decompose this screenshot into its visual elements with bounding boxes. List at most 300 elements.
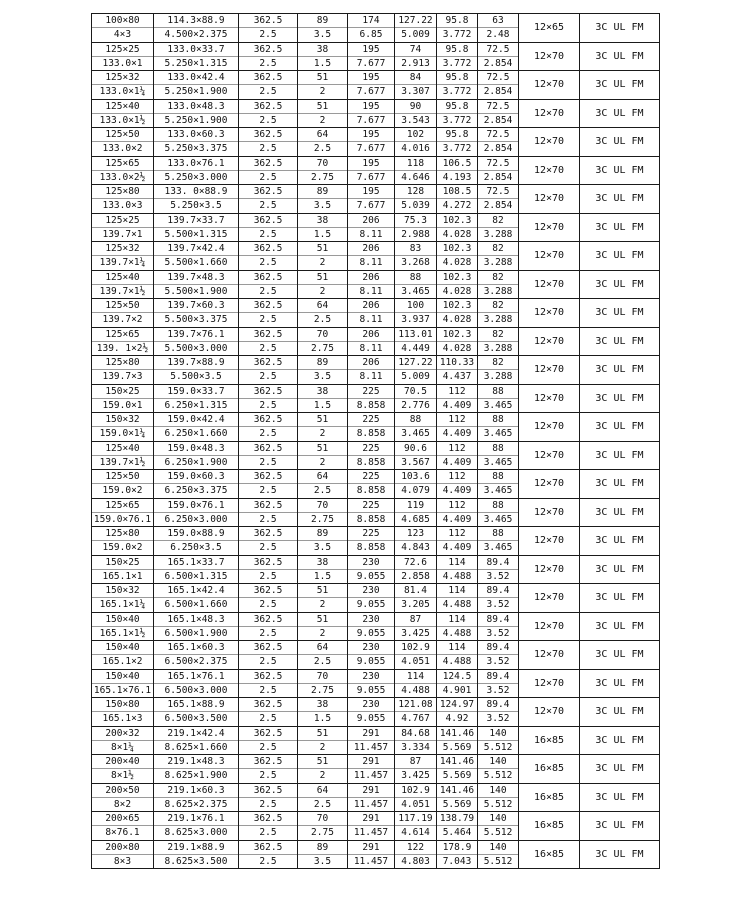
cell-line-top: 362.5	[239, 499, 297, 513]
cell-line-top: 114	[437, 556, 477, 570]
cell-line-top: 200×80	[92, 841, 153, 855]
cell-line-bottom: 4.028	[442, 228, 472, 240]
cell-line-top: 125×25	[92, 43, 153, 57]
dim-b-cell	[437, 384, 478, 413]
pipe-od-cell	[154, 726, 239, 755]
dim-b-cell	[437, 840, 478, 869]
dim-b-cell	[437, 71, 478, 100]
dim-b-cell	[437, 270, 478, 299]
cell-line-bottom: 7.677	[356, 57, 386, 69]
length-cell	[348, 470, 395, 499]
cell-line-bottom: 3.288	[483, 314, 513, 326]
cell-line-bottom: 3.268	[401, 257, 430, 269]
bolt-cell: 12×70	[519, 128, 580, 157]
cell-line-bottom: 4.409	[442, 399, 472, 411]
cell-line-bottom: 8.858	[356, 485, 386, 497]
cell-line-top: 119	[395, 499, 436, 513]
bolt-cell: 12×70	[519, 42, 580, 71]
table-row	[92, 42, 660, 71]
cell-line-bottom: 11.457	[353, 855, 389, 867]
bolt-cell: 12×70	[519, 71, 580, 100]
table-body	[92, 14, 660, 869]
cert-cell: 3C UL FM	[580, 242, 660, 271]
dim-a-cell	[395, 299, 437, 328]
cell-line-top: 133.0×76.1	[154, 157, 238, 171]
cell-line-bottom: 2.5	[259, 342, 277, 354]
cell-line-bottom: 2.5	[259, 741, 277, 753]
dim-b-cell	[437, 441, 478, 470]
cell-line-bottom: 2.913	[401, 57, 430, 69]
size-cell	[92, 42, 154, 71]
length-cell	[348, 14, 395, 43]
cell-line-top: 38	[298, 214, 347, 228]
cell-line-top: 114	[437, 584, 477, 598]
dim-a-cell	[395, 669, 437, 698]
table-row	[92, 128, 660, 157]
cell-line-top: 141.46	[437, 755, 477, 769]
size-cell	[92, 498, 154, 527]
cell-line-top: 159.0×60.3	[154, 470, 238, 484]
cell-line-bottom: 4.272	[442, 200, 472, 212]
cell-line-top: 140	[478, 784, 518, 798]
cell-line-bottom: 2	[319, 114, 326, 126]
cell-line-top: 159.0×88.9	[154, 527, 238, 541]
outlet-cell	[298, 71, 348, 100]
cell-line-bottom: 4.028	[442, 257, 472, 269]
pipe-od-cell	[154, 641, 239, 670]
cell-line-top: 125×65	[92, 499, 153, 513]
cell-line-top: 125×65	[92, 157, 153, 171]
cell-line-bottom: 5.512	[483, 770, 513, 782]
cell-line-top: 230	[348, 670, 394, 684]
cell-line-top: 70	[298, 670, 347, 684]
outlet-cell	[298, 185, 348, 214]
pressure-cell	[239, 156, 298, 185]
outlet-cell	[298, 555, 348, 584]
cell-line-bottom: 8.625×1.660	[164, 741, 228, 753]
cell-line-bottom: 4.051	[401, 798, 430, 810]
dim-a-cell	[395, 840, 437, 869]
dim-c-cell	[478, 584, 519, 613]
pressure-cell	[239, 71, 298, 100]
cell-line-bottom: 11.457	[353, 741, 389, 753]
cell-line-bottom: 6.500×3.500	[164, 713, 228, 725]
table-row	[92, 498, 660, 527]
cell-line-bottom: 2.5	[259, 428, 277, 440]
cell-line-bottom: 4.685	[401, 513, 430, 525]
outlet-cell	[298, 584, 348, 613]
bolt-cell: 12×70	[519, 156, 580, 185]
table-row	[92, 413, 660, 442]
cell-line-bottom: 4.028	[442, 285, 472, 297]
cert-cell: 3C UL FM	[580, 470, 660, 499]
size-cell	[92, 441, 154, 470]
cell-line-bottom: 3.307	[401, 86, 430, 98]
table-row	[92, 242, 660, 271]
cell-line-bottom: 4.028	[442, 342, 472, 354]
cell-line-bottom: 3.288	[483, 257, 513, 269]
cell-line-top: 90	[395, 100, 436, 114]
cell-line-top: 225	[348, 413, 394, 427]
dim-c-cell	[478, 156, 519, 185]
cell-line-bottom: 2	[319, 86, 326, 98]
cell-line-bottom: 2.5	[259, 798, 277, 810]
cell-line-bottom: 7.677	[356, 171, 386, 183]
cell-line-bottom: 8×3	[113, 855, 132, 867]
cell-line-bottom: 2.5	[259, 257, 277, 269]
cell-line-bottom: 2	[319, 456, 326, 468]
pipe-od-cell	[154, 299, 239, 328]
bolt-cell: 12×70	[519, 612, 580, 641]
cell-line-bottom: 8.11	[359, 285, 383, 297]
cert-cell: 3C UL FM	[580, 698, 660, 727]
table-row	[92, 840, 660, 869]
size-cell	[92, 299, 154, 328]
cell-line-bottom: 3.52	[486, 570, 510, 582]
cell-line-top: 159.0×42.4	[154, 413, 238, 427]
cell-line-top: 362.5	[239, 271, 297, 285]
dim-b-cell	[437, 299, 478, 328]
cell-line-top: 159.0×76.1	[154, 499, 238, 513]
pipe-od-cell	[154, 441, 239, 470]
cell-line-top: 114	[437, 641, 477, 655]
cell-line-bottom: 4.901	[442, 684, 472, 696]
cell-line-bottom: 4.016	[401, 143, 430, 155]
outlet-cell	[298, 612, 348, 641]
cert-cell: 3C UL FM	[580, 555, 660, 584]
cell-line-top: 102.9	[395, 784, 436, 798]
cell-line-bottom: 4.079	[401, 485, 430, 497]
cell-line-bottom: 8.858	[356, 542, 386, 554]
pipe-od-cell	[154, 755, 239, 784]
cell-line-bottom: 2.5	[313, 798, 332, 810]
dim-c-cell	[478, 327, 519, 356]
cell-line-bottom: 165.1×3	[102, 713, 143, 725]
cell-line-top: 150×40	[92, 613, 153, 627]
cell-line-bottom: 4.409	[442, 513, 472, 525]
cert-cell: 3C UL FM	[580, 726, 660, 755]
table-row	[92, 669, 660, 698]
cell-line-top: 122	[395, 841, 436, 855]
cell-line-top: 362.5	[239, 157, 297, 171]
dim-b-cell	[437, 128, 478, 157]
cert-cell: 3C UL FM	[580, 213, 660, 242]
cell-line-bottom: 165.1×76.1	[93, 684, 152, 696]
length-cell	[348, 783, 395, 812]
pipe-od-cell	[154, 612, 239, 641]
cell-line-bottom: 2.854	[483, 114, 513, 126]
cell-line-top: 82	[478, 271, 518, 285]
cell-line-top: 102.3	[437, 299, 477, 313]
dim-c-cell	[478, 755, 519, 784]
cell-line-top: 100×80	[92, 14, 153, 28]
cell-line-top: 64	[298, 299, 347, 313]
cell-line-bottom: 3.772	[442, 114, 472, 126]
cell-line-top: 230	[348, 584, 394, 598]
pipe-od-cell	[154, 213, 239, 242]
dim-c-cell	[478, 669, 519, 698]
pipe-od-cell	[154, 270, 239, 299]
cert-cell: 3C UL FM	[580, 441, 660, 470]
cell-line-bottom: 159.0×76.1	[93, 513, 152, 525]
outlet-cell	[298, 14, 348, 43]
cell-line-bottom: 2.5	[259, 599, 277, 611]
bolt-cell: 12×70	[519, 185, 580, 214]
cell-line-top: 72.5	[478, 71, 518, 85]
cell-line-bottom: 8×76.1	[105, 827, 140, 839]
cell-line-bottom: 8.625×3.000	[164, 827, 228, 839]
bolt-cell: 12×70	[519, 99, 580, 128]
cell-line-bottom: 8.11	[359, 228, 383, 240]
cell-line-bottom: 4.803	[401, 855, 430, 867]
cell-line-bottom: 4.500×2.375	[164, 29, 228, 41]
cell-line-bottom: 3.465	[401, 285, 430, 297]
cell-line-top: 140	[478, 812, 518, 826]
cell-line-top: 125×50	[92, 299, 153, 313]
cell-line-top: 362.5	[239, 43, 297, 57]
cell-line-bottom: 8.625×1.900	[164, 770, 228, 782]
size-cell	[92, 413, 154, 442]
cell-line-top: 291	[348, 727, 394, 741]
table-row	[92, 270, 660, 299]
table-row	[92, 299, 660, 328]
table-row	[92, 755, 660, 784]
cell-line-top: 291	[348, 841, 394, 855]
cell-line-top: 138.79	[437, 812, 477, 826]
pressure-cell	[239, 555, 298, 584]
pipe-od-cell	[154, 470, 239, 499]
outlet-cell	[298, 498, 348, 527]
bolt-cell: 16×85	[519, 812, 580, 841]
bolt-cell: 16×85	[519, 755, 580, 784]
table-row	[92, 612, 660, 641]
cell-line-top: 362.5	[239, 812, 297, 826]
cell-line-bottom: 7.677	[356, 86, 386, 98]
table-row	[92, 584, 660, 613]
cell-line-bottom: 5.250×3.000	[164, 171, 228, 183]
cell-line-top: 362.5	[239, 584, 297, 598]
dim-a-cell	[395, 185, 437, 214]
cert-cell: 3C UL FM	[580, 270, 660, 299]
outlet-cell	[298, 669, 348, 698]
cell-line-bottom: 6.500×1.315	[164, 570, 228, 582]
cell-line-bottom: 5.464	[442, 827, 472, 839]
cell-line-bottom: 2	[319, 257, 326, 269]
cell-line-bottom: 2.854	[483, 86, 513, 98]
pipe-od-cell	[154, 14, 239, 43]
cell-line-bottom: 5.512	[483, 798, 513, 810]
dim-b-cell	[437, 584, 478, 613]
size-cell	[92, 185, 154, 214]
cell-line-top: 112	[437, 527, 477, 541]
cell-line-bottom: 4.193	[442, 171, 472, 183]
cell-line-bottom: 133.0×3	[102, 200, 143, 212]
cell-line-top: 100	[395, 299, 436, 313]
cell-line-top: 125×50	[92, 128, 153, 142]
cell-line-top: 112	[437, 385, 477, 399]
cell-line-top: 206	[348, 271, 394, 285]
cell-line-top: 127.22	[395, 14, 436, 28]
cert-cell: 3C UL FM	[580, 498, 660, 527]
dim-b-cell	[437, 698, 478, 727]
specification-table	[91, 13, 660, 869]
cell-line-top: 89.4	[478, 556, 518, 570]
cell-line-bottom: 3.425	[401, 627, 430, 639]
cell-line-bottom: 6.250×3.000	[164, 513, 228, 525]
cell-line-top: 51	[298, 242, 347, 256]
cell-line-bottom: 7.677	[356, 200, 386, 212]
cell-line-top: 72.6	[395, 556, 436, 570]
bolt-cell: 12×70	[519, 669, 580, 698]
cell-line-bottom: 2.75	[311, 342, 334, 354]
pressure-cell	[239, 641, 298, 670]
table-row	[92, 356, 660, 385]
cell-line-top: 38	[298, 698, 347, 712]
outlet-cell	[298, 42, 348, 71]
cell-line-top: 219.1×88.9	[154, 841, 238, 855]
bolt-cell: 12×70	[519, 356, 580, 385]
cell-line-bottom: 2	[319, 428, 326, 440]
pipe-od-cell	[154, 356, 239, 385]
cell-line-top: 95.8	[437, 128, 477, 142]
cell-line-bottom: 2.5	[259, 456, 277, 468]
dim-a-cell	[395, 726, 437, 755]
cell-line-top: 125×25	[92, 214, 153, 228]
outlet-cell	[298, 99, 348, 128]
size-cell	[92, 698, 154, 727]
cell-line-top: 102.3	[437, 328, 477, 342]
cell-line-top: 74	[395, 43, 436, 57]
bolt-cell: 12×65	[519, 14, 580, 43]
cell-line-top: 89	[298, 527, 347, 541]
dim-b-cell	[437, 14, 478, 43]
cert-cell: 3C UL FM	[580, 612, 660, 641]
cell-line-top: 82	[478, 299, 518, 313]
dim-a-cell	[395, 498, 437, 527]
table-row	[92, 783, 660, 812]
pipe-od-cell	[154, 812, 239, 841]
pressure-cell	[239, 242, 298, 271]
pipe-od-cell	[154, 527, 239, 556]
dim-a-cell	[395, 698, 437, 727]
cell-line-top: 87	[395, 613, 436, 627]
cell-line-top: 125×80	[92, 527, 153, 541]
cell-line-top: 89.4	[478, 641, 518, 655]
cell-line-top: 133.0×42.4	[154, 71, 238, 85]
cell-line-top: 110.33	[437, 356, 477, 370]
cell-line-bottom: 5.512	[483, 827, 513, 839]
cell-line-top: 206	[348, 356, 394, 370]
cell-line-bottom: 2	[319, 599, 326, 611]
cell-line-bottom: 3.567	[401, 456, 430, 468]
cell-line-bottom: 9.055	[356, 684, 386, 696]
cell-line-bottom: 2.5	[259, 770, 277, 782]
cell-line-bottom: 2.5	[313, 143, 332, 155]
cell-line-bottom: 2.5	[259, 570, 277, 582]
cell-line-top: 362.5	[239, 698, 297, 712]
cell-line-bottom: 3.543	[401, 114, 430, 126]
cell-line-bottom: 5.250×3.5	[170, 200, 222, 212]
table-row	[92, 698, 660, 727]
table-row	[92, 185, 660, 214]
cell-line-top: 291	[348, 755, 394, 769]
cell-line-bottom: 8.11	[359, 342, 383, 354]
length-cell	[348, 698, 395, 727]
table-row	[92, 527, 660, 556]
cell-line-bottom: 4.488	[442, 627, 472, 639]
pipe-od-cell	[154, 698, 239, 727]
cell-line-top: 123	[395, 527, 436, 541]
cell-line-top: 114	[437, 613, 477, 627]
cell-line-bottom: 2.5	[259, 314, 277, 326]
pressure-cell	[239, 812, 298, 841]
table-row	[92, 327, 660, 356]
cell-line-bottom: 4.488	[442, 570, 472, 582]
cell-line-bottom: 3.5	[313, 371, 332, 383]
cell-line-bottom: 2.48	[486, 29, 510, 41]
cell-line-bottom: 165.1×1¼	[99, 599, 146, 611]
cell-line-top: 165.1×76.1	[154, 670, 238, 684]
cell-line-top: 89.4	[478, 670, 518, 684]
dim-b-cell	[437, 726, 478, 755]
pressure-cell	[239, 327, 298, 356]
cell-line-bottom: 7.043	[442, 855, 472, 867]
outlet-cell	[298, 413, 348, 442]
pipe-od-cell	[154, 783, 239, 812]
cell-line-bottom: 133.0×1	[102, 57, 143, 69]
cell-line-top: 89	[298, 14, 347, 28]
cell-line-bottom: 3.465	[401, 428, 430, 440]
cell-line-top: 174	[348, 14, 394, 28]
table-row	[92, 726, 660, 755]
dim-b-cell	[437, 669, 478, 698]
cell-line-top: 70.5	[395, 385, 436, 399]
cell-line-top: 114.3×88.9	[154, 14, 238, 28]
cell-line-top: 51	[298, 442, 347, 456]
cell-line-top: 102	[395, 128, 436, 142]
cell-line-top: 230	[348, 641, 394, 655]
cell-line-top: 112	[437, 413, 477, 427]
dim-a-cell	[395, 270, 437, 299]
cell-line-top: 89	[298, 356, 347, 370]
pressure-cell	[239, 698, 298, 727]
cell-line-top: 70	[298, 328, 347, 342]
size-cell	[92, 612, 154, 641]
dim-a-cell	[395, 327, 437, 356]
cell-line-top: 70	[298, 499, 347, 513]
dim-c-cell	[478, 783, 519, 812]
cell-line-bottom: 8.858	[356, 513, 386, 525]
cell-line-bottom: 4.409	[442, 456, 472, 468]
cell-line-top: 113.01	[395, 328, 436, 342]
length-cell	[348, 555, 395, 584]
cell-line-bottom: 3.465	[483, 428, 513, 440]
cell-line-bottom: 4.028	[442, 314, 472, 326]
pressure-cell	[239, 213, 298, 242]
cell-line-top: 89	[298, 185, 347, 199]
cell-line-top: 362.5	[239, 784, 297, 798]
cell-line-bottom: 2.988	[401, 228, 430, 240]
size-cell	[92, 669, 154, 698]
cell-line-top: 124.5	[437, 670, 477, 684]
table-row	[92, 641, 660, 670]
dim-c-cell	[478, 242, 519, 271]
dim-a-cell	[395, 783, 437, 812]
dim-c-cell	[478, 185, 519, 214]
cell-line-bottom: 139.7×1	[102, 228, 143, 240]
cell-line-bottom: 2	[319, 770, 326, 782]
cell-line-bottom: 133.0×1¼	[99, 86, 146, 98]
